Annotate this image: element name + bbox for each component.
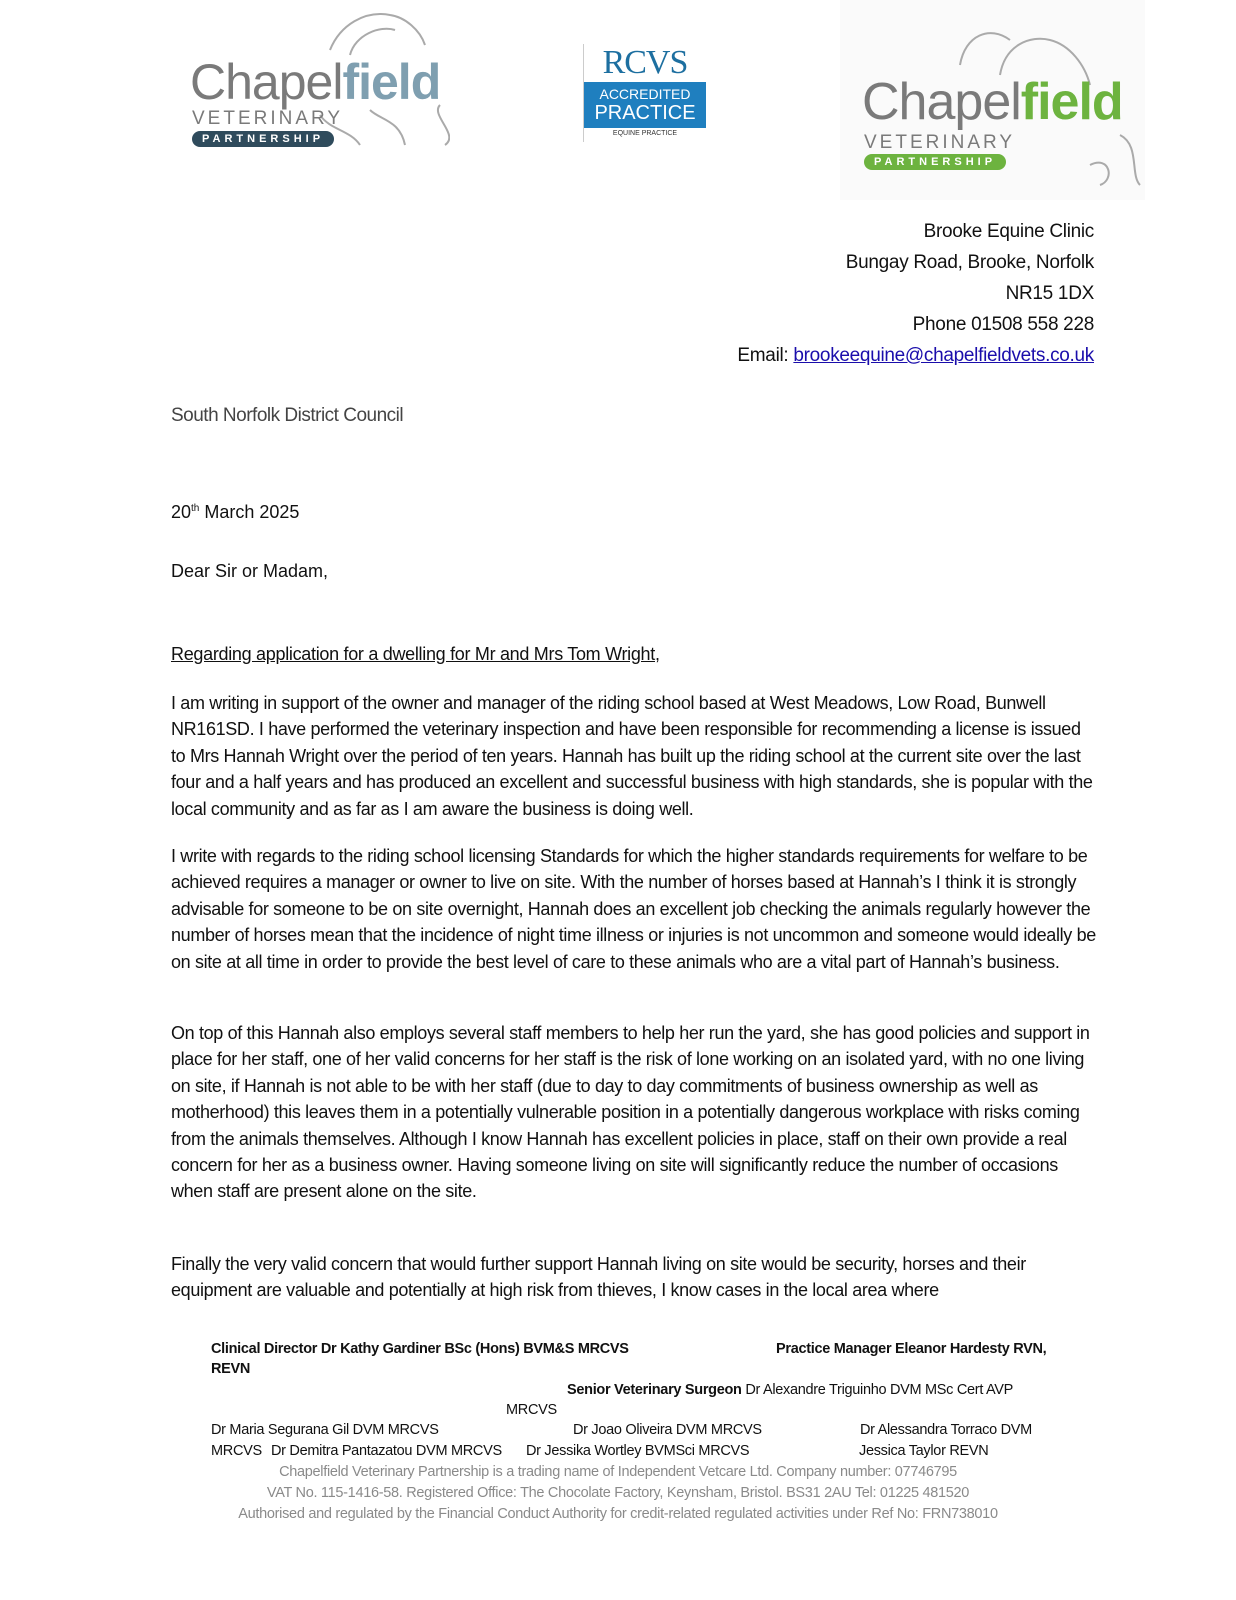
email-link[interactable]: brookeequine@chapelfieldvets.co.uk [793, 345, 1094, 366]
footer-vet: Dr Demitra Pantazatou DVM MRCVS [271, 1443, 502, 1459]
logo-subtitle: VETERINARY [864, 132, 1016, 153]
footer-vet: Jessica Taylor REVN [859, 1443, 989, 1459]
address-line: Bungay Road, Brooke, Norfolk [845, 252, 1094, 273]
logo-pill: PARTNERSHIP [192, 131, 334, 147]
body-paragraph: Finally the very valid concern that would further support Hannah living on site would be security, horses and their equipment are valuable and potentially at high risk from thieves, I know cases in the local area where [171, 1254, 1026, 1301]
body-paragraph: On top of this Hannah also employs several staff members to help her run the yard, she has good policies and support in place for her staff, one of her valid concerns for her staff is the risk of lone working on an isolated yard, with no one living on site, if Hannah is not able to be with her staff (due to day to day commitments of business ownership as well as motherhood) this leaves them in a potentially vulnerable position in a potentially dangerous workplace with risks coming from the animals themselves. Although I know Hannah has excellent policies in place, staff on their own provide a real concern for her as a business owner. Having someone living on site will significantly reduce the number of occasions when staff are present alone on the site. [171, 1023, 1090, 1202]
clinic-address [737, 216, 1094, 371]
footer-legal: VAT No. 115-1416-58. Registered Office: The Chocolate Factory, Keynsham, Bristol. BS31 2AU Tel: 01225 481520 [266, 1485, 970, 1501]
address-line: Brooke Equine Clinic [923, 221, 1094, 242]
footer-text: REVN [211, 1361, 251, 1377]
body-paragraph: I am writing in support of the owner and manager of the riding school based at West Meadows, Low Road, Bunwell NR161SD. I have performed the veterinary inspection and have been responsible for recommending a license is issued to Mrs Hannah Wright over the period of ten years. Hannah has built up the riding school at the current site over the last four and a half years and has produced an excellent and successful business with high standards, she is popular with the local community and as far as I am aware the business is doing well. [171, 693, 1093, 819]
rcvs-logo [583, 44, 706, 142]
body-paragraph: I write with regards to the riding school licensing Standards for which the higher standards requirements for welfare to be achieved requires a manager or owner to live on site. With the number of horses based at Hannah’s I think it is strongly advisable for someone to be on site overnight, Hannah does an excellent job checking the animals regularly however the number of horses mean that the incidence of night time illness or injuries is not uncommon and someone would ideally be on site at all time in order to provide the best level of care to these animals who are a vital part of Hannah’s business. [171, 846, 1096, 972]
rcvs-line: ACCREDITED [599, 86, 691, 102]
salutation: Dear Sir or Madam, [171, 561, 329, 581]
logo-pill: PARTNERSHIP [864, 154, 1006, 170]
footer-vet: Dr Maria Segurana Gil DVM MRCVS [211, 1422, 439, 1438]
date-day: 20 [171, 502, 192, 522]
logo-subtitle: VETERINARY [192, 108, 344, 129]
logo-text: field [342, 54, 441, 110]
logo-text: field [1020, 73, 1123, 131]
email-label: Email: [737, 345, 794, 366]
rcvs-title: RCVS [602, 44, 688, 81]
logo-text: Chapel [190, 54, 343, 110]
footer-vet: Dr Alessandra Torraco DVM [860, 1422, 1032, 1438]
footer-senior-label: Senior Veterinary Surgeon [567, 1382, 742, 1398]
footer-text: MRCVS [506, 1402, 557, 1418]
footer-practice-manager: Practice Manager Eleanor Hardesty RVN, [776, 1341, 1047, 1357]
address-line: NR15 1DX [1005, 283, 1094, 304]
date-rest: March 2025 [199, 502, 300, 522]
date-suffix: th [191, 503, 200, 514]
recipient: South Norfolk District Council [171, 405, 404, 426]
phone-number: Phone 01508 558 228 [912, 314, 1094, 335]
chapelfield-logo-right [840, 0, 1145, 200]
footer-vet: Dr Joao Oliveira DVM MRCVS [573, 1422, 762, 1438]
subject-line: Regarding application for a dwelling for Mr and Mrs Tom Wright, [171, 644, 660, 664]
chapelfield-logo-left [190, 5, 450, 155]
rcvs-line: PRACTICE [594, 102, 696, 124]
footer-senior-name: Dr Alexandre Triguinho DVM MSc Cert AVP [741, 1382, 1014, 1398]
footer-text: MRCVS [211, 1443, 262, 1459]
footer-clinical-director: Clinical Director Dr Kathy Gardiner BSc (Hons) BVM&S MRCVS [211, 1341, 629, 1357]
letter-date [171, 502, 299, 523]
footer-vet: Dr Jessika Wortley BVMSci MRCVS [526, 1443, 750, 1459]
rcvs-line: EQUINE PRACTICE [612, 130, 678, 137]
footer-legal: Authorised and regulated by the Financial Conduct Authority for credit-related regulated activities under Ref No: FRN738010 [238, 1506, 998, 1522]
logo-text: Chapel [862, 73, 1021, 131]
footer-legal: Chapelfield Veterinary Partnership is a trading name of Independent Vetcare Ltd. Company number: 07746795 [279, 1464, 957, 1480]
